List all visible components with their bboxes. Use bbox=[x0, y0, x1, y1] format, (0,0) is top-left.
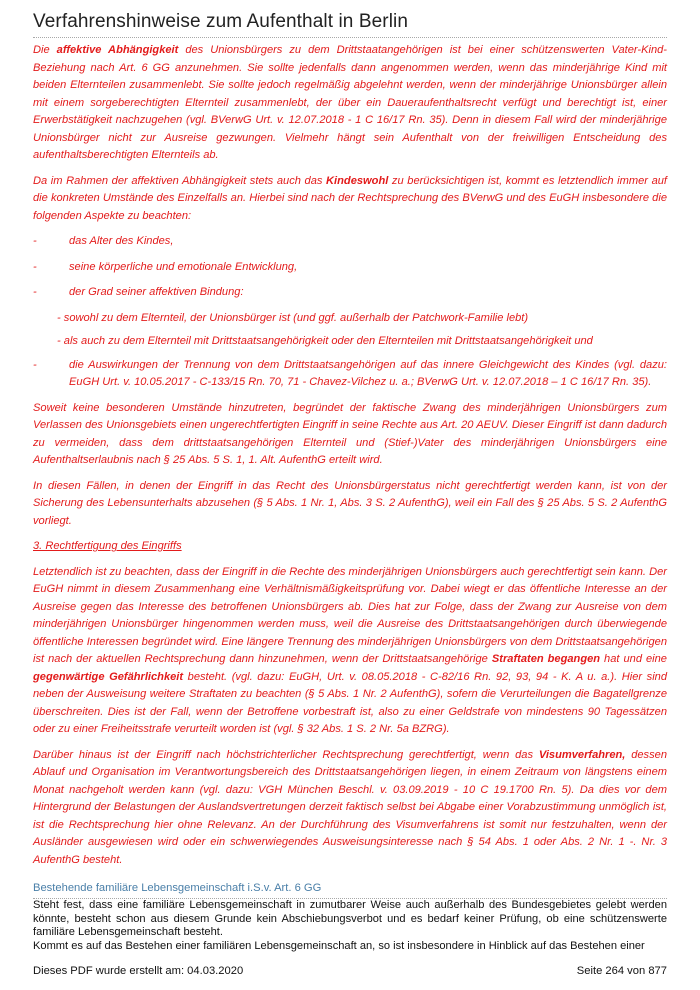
paragraph: Steht fest, dass eine familiäre Lebensgemeinschaft in zumutbarer Weise auch außerhalb des Bundesgebietes gelebt werden könnte, besteht schon aus diesem Grunde kein Abschiebungsverbot und es bedarf keiner Prüfung, ob eine schützenswerte familiäre Lebensgemeinschaft besteht. bbox=[33, 899, 667, 939]
list-item: - der Grad seiner affektiven Bindung: bbox=[33, 286, 244, 298]
bold-term: affektive Abhängigkeit bbox=[56, 44, 179, 56]
paragraph-faktischer-zwang: Soweit keine besonderen Umstände hinzutreten, begründet der faktische Zwang des minderjährigen Unionsbürgers zum Verlassen des Unionsgebiets einen ungerechtfertigten Eingriff in seine Rechte aus Art. 20 AEUV. Dieser Eingriff ist dann dadurch zu vermeiden, dass dem drittstaatsangehörigen Elternteil und (Stief-)Vater des minderjährigen Unionsbürgers eine Aufenthaltserlaubnis nach § 25 Abs. 5 S. 1, 1. Alt. AufenthG erteilt wird. bbox=[33, 401, 667, 466]
sub-list-item: - sowohl zu dem Elternteil, der Unionsbürger ist (und ggf. außerhalb der Patchwork-Familie lebt) bbox=[57, 311, 529, 324]
page-title: Verfahrenshinweise zum Aufenthalt in Berlin bbox=[33, 11, 409, 32]
list-item: - das Alter des Kindes, bbox=[33, 235, 174, 247]
section-heading-rechtfertigung: 3. Rechtfertigung des Eingriffs bbox=[33, 540, 182, 552]
paragraph-affektive-abhaengigkeit: Die affektive Abhängigkeit des Unionsbürgers zu dem Drittstaatangehörigen ist bei einer schützenswerten Vater-Kind-Beziehung nach Art. 6 GG anzunehmen. Sie sollte jedenfalls dann angenommen werden, wenn das minderjährige Kind mit beiden Elternteilen zusammenlebt. Sie sollte jedoch regelmäßig abgelehnt werden, wenn der minderjährige Unionsbürger allein mit einem sorgeberechtigten Elternteil zusammenlebt, der über ein Daueraufenthaltsrecht verfügt und berechtigt ist, einer Erwerbstätigkeit nachzugehen (vgl. BVerwG Urt. v. 12.07.2018 - 1 C 16/17 Rn. 35). Denn in diesem Fall wird der minderjährige Unionsbürger nicht zur Ausreise gezwungen. Vielmehr hängt sein Aufenthalt von der freiwilligen Entscheidung des aufenthaltsberechtigten Elternteils ab. bbox=[33, 44, 668, 161]
title-divider bbox=[33, 37, 667, 38]
paragraph-verhaeltnismaessigkeit: Letztendlich ist zu beachten, dass der Eingriff in die Rechte des minderjährigen Unionsbürgers auch gerechtfertigt sein kann. Der EuGH nimmt in diesem Zusammenhang eine Verhältnismäßigkeitsprüfung vor. Dabei wiegt er das öffentliche Interesse an der Ausreise gegen das Interesse des betroffenen Unionsbürgers ab. Dies hat zur Folge, dass der Zwang zur Ausreise von dem minderjährigen Unionsbürger hingenommen werden muss, weil die Ausreise des Drittstaatsangehörigen durch überwiegende öffentliche Interessen begründet wird. Eine längere Trennung des minderjährigen Unionsbürgers von dem Drittstaatsangehörigen ist nach der aktuellen Rechtsprechung dann hinzunehmen, wenn der Drittstaatsangehörige Straftaten begangen hat und eine gegenwärtige Gefährlichkeit besteht. (vgl. dazu: EuGH, Urt. v. 08.05.2018 - C-82/16 Rn. 92, 93, 94 - K. A u. a.). Hier sind neben der Ausweisung weitere Straftaten zu beachten (§ 5 Abs. 1 Nr. 2 AufenthG), sofern die Verurteilungen die Bagatellgrenze überschreiten. Dies ist der Fall, wenn der Betroffene vorbestraft ist, also zu einer Geldstrafe von mindestens 90 Tagessätzen oder zu einer Freiheitsstrafe verurteilt worden ist (vgl. § 32 Abs. 1 S. 2 Nr. 5a BZRG). bbox=[33, 565, 667, 735]
paragraph-kindeswohl: Da im Rahmen der affektiven Abhängigkeit stets auch das Kindeswohl zu berücksichtigen ist, kommt es letztendlich immer auf die konkreten Umstände des Einzelfalls an. Hierbei sind nach der Rechtsprechung des BVerwG und des EuGH insbesondere die folgenden Aspekte zu beachten: bbox=[33, 174, 667, 222]
list-item: - die Auswirkungen der Trennung von dem Drittstaatsangehörigen auf das innere Gleichgewicht des Kindes (vgl. dazu: EuGH Urt. v. 10.05.2017 - C-133/15 Rn. 70, 71 - Chavez-Vilchez u. a.; BVerwG Urt. v. 12.07.2018 – 1 C 16/17 Rn. 35). bbox=[33, 358, 667, 388]
bold-term: gegenwärtige Gefährlichkeit bbox=[33, 670, 184, 683]
paragraph-visumverfahren: Darüber hinaus ist der Eingriff nach höchstrichterlicher Rechtsprechung gerechtfertigt, wenn das Visumverfahren, dessen Ablauf und Organisation im Verantwortungsbereich des Drittstaatsangehörigen liegen, in einem Zeitraum von längstens einem Monat nachgeholt werden kann (vgl. dazu: VGH München Beschl. v. 03.09.2019 - 10 C 19.1700 Rn. 5). Da dies vor dem Hintergrund der Belastungen der Auslandsvertretungen derzeit faktisch selbst bei Abgabe einer Vorabzustimmung unmöglich ist, ist die Rechtsprechung hier ohne Relevanz. An der Durchführung des Visumverfahrens ist somit nur festzuhalten, wenn der Ausländer ausgewiesen wird oder ein schwerwiegendes Ausweisungsinteresse nach § 54 Abs. 1 oder Abs. 2 Nr. 1 -. Nr. 3 AufenthG besteht. bbox=[33, 748, 667, 866]
bold-term: Kindeswohl bbox=[326, 174, 389, 187]
paragraph-lebensunterhalt: In diesen Fällen, in denen der Eingriff in das Recht des Unionsbürgerstatus nicht gerechtfertigt werden kann, ist von der Sicherung des Lebensunterhalts abzusehen (§ 5 Abs. 1 Nr. 1, Abs. 3 S. 2 AufenthG), weil ein Fall des § 25 Abs. 5 S. 2 AufenthG vorliegt. bbox=[33, 479, 667, 527]
main-content bbox=[33, 42, 667, 877]
footer-page-number: Seite 264 von 877 bbox=[576, 965, 667, 977]
section-body bbox=[33, 899, 667, 953]
bold-term: Straftaten begangen bbox=[491, 653, 601, 665]
sub-list-item: - als auch zu dem Elternteil mit Drittstaatsangehörigkeit oder den Elternteilen mit Drittstaatsangehörigkeit und bbox=[57, 335, 593, 347]
section-title: Bestehende familiäre Lebensgemeinschaft i.S.v. Art. 6 GG bbox=[33, 882, 322, 894]
list-item: - seine körperliche und emotionale Entwicklung, bbox=[33, 260, 298, 273]
footer-created-date: Dieses PDF wurde erstellt am: 04.03.2020 bbox=[33, 965, 244, 977]
paragraph: Kommt es auf das Bestehen einer familiären Lebensgemeinschaft an, so ist insbesondere in Hinblick auf das Bestehen einer bbox=[33, 939, 645, 952]
bold-term: Visumverfahren, bbox=[538, 748, 626, 761]
